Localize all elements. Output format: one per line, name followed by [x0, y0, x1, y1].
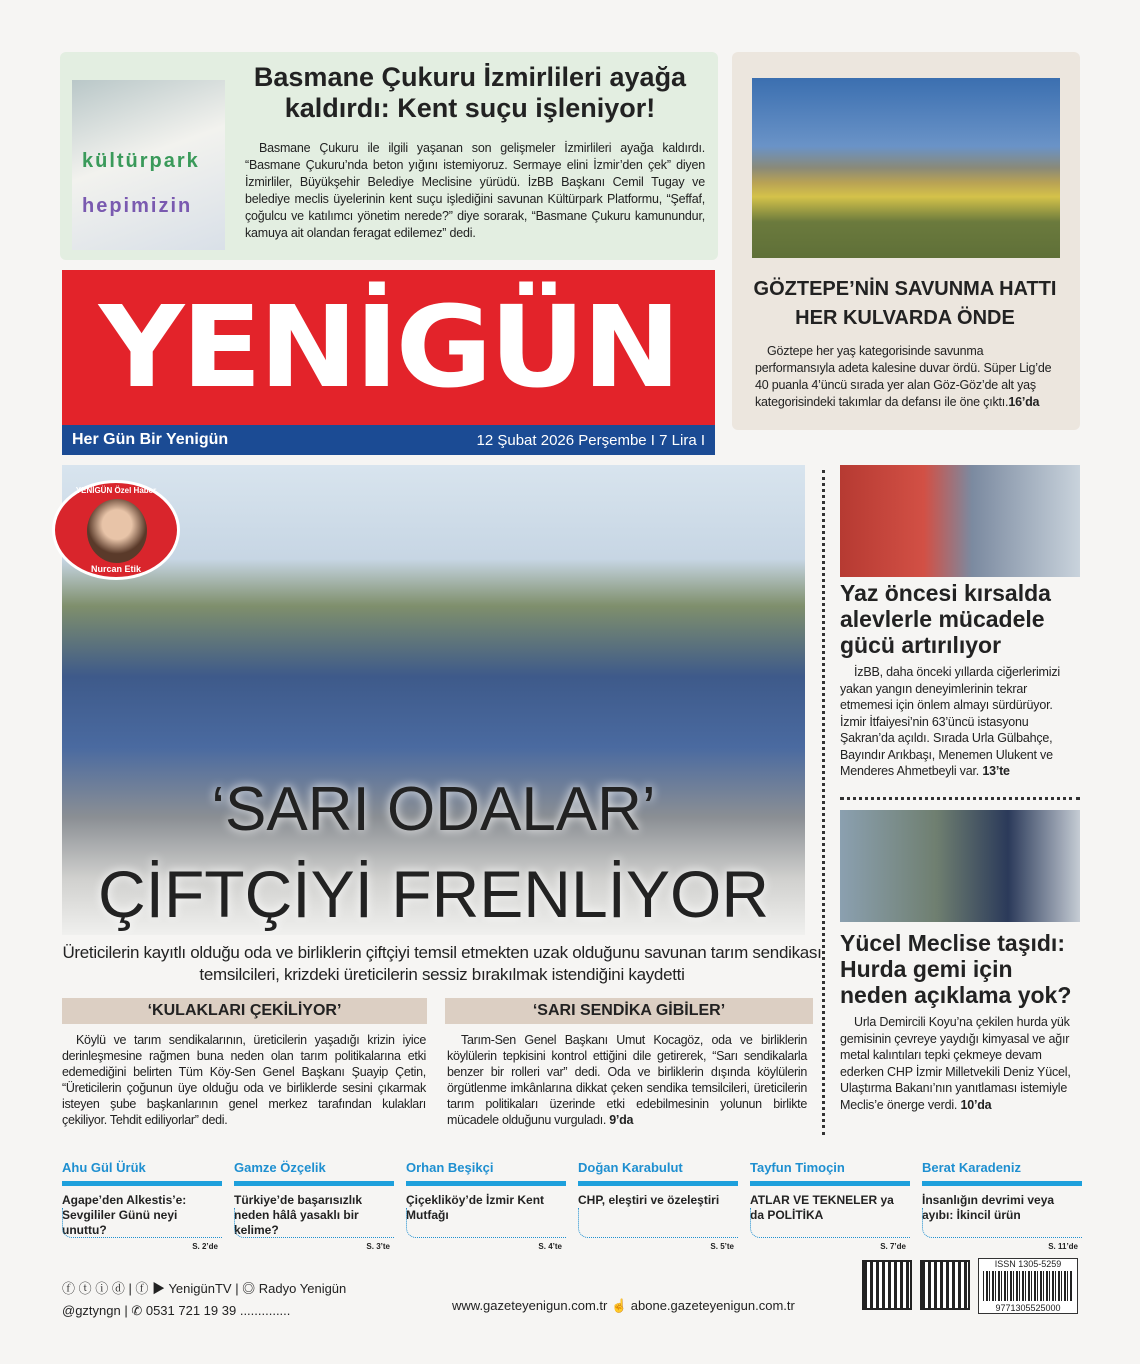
main-headline-1[interactable]: ‘SARI ODALAR’: [211, 775, 656, 844]
side2-body: [840, 1014, 1080, 1113]
columnist-name: Ahu Gül Ürük: [62, 1160, 146, 1175]
divider: [840, 797, 1080, 800]
divider: [578, 1181, 738, 1186]
columnist[interactable]: [578, 1160, 738, 1256]
divider: [922, 1181, 1082, 1186]
page-ref: S. 4’te: [538, 1242, 562, 1251]
masthead-strip: [62, 425, 715, 455]
exclusive-badge: [52, 480, 180, 580]
divider: [406, 1208, 566, 1238]
banner-text: kültürpark: [82, 150, 200, 172]
page-ref: S. 7’de: [880, 1242, 906, 1251]
columnist-name: Gamze Özçelik: [234, 1160, 326, 1175]
column-title: Çiçekliköy’de İzmir Kent Mutfağı: [406, 1193, 545, 1222]
top-story-title[interactable]: Basmane Çukuru İzmirlileri ayağa kaldırdı: Kent suçu işleniyor!: [253, 62, 687, 123]
barcode-bars: [983, 1271, 1073, 1301]
page-ref: 16’da: [1008, 395, 1040, 409]
column-title: Agape’den Alkestis’e: Sevgililer Günü neyi unuttu?: [62, 1193, 187, 1237]
divider: [62, 1181, 222, 1186]
main-headline-2[interactable]: ÇİFTÇİYİ FRENLİYOR: [97, 857, 770, 931]
subscribe-link[interactable]: abone.gazeteyenigun.com.tr: [630, 1298, 795, 1313]
columnist-name: Doğan Karabulut: [578, 1160, 683, 1175]
side1-body: [840, 664, 1080, 780]
right-column: [447, 1032, 807, 1128]
columnist-name: Tayfun Timoçin: [750, 1160, 845, 1175]
qr-code[interactable]: [862, 1260, 912, 1310]
side1-text: İzBB, daha önceki yıllarda ciğerlerimizi yakan yangın deneyimlerinin tekrar etmemesi için önlem almayı sürdürüyor. İzmir İtfaiyesi’nin 63’üncü istasyonu Şakran’da açıldı. Sırada Urla Gülbahçe, Bayındır Arıkbaşı, Menemen Ulukent ve Menderes Ahmetbeyli var.: [840, 665, 1060, 778]
column-title: CHP, eleştiri ve özeleştiri: [578, 1193, 720, 1207]
divider: [922, 1208, 1082, 1238]
main-spot: Üreticilerin kayıtlı olduğu oda ve birliklerin çiftçiyi temsil etmekten uzak olduğunu savunan tarım sendikası temsilcileri, krizdeki üreticilerin sessiz bırakılmak istendiğini kaydetti: [62, 943, 822, 984]
page-ref: S. 11’de: [1048, 1242, 1078, 1251]
social-icons[interactable]: ⓕ ⓣ ⓘ ⓓ | ⓕ ▶: [62, 1281, 169, 1296]
section-right-title: ‘SARI SENDİKA GİBİLER’: [445, 998, 813, 1024]
columnist[interactable]: [62, 1160, 222, 1256]
columnist[interactable]: [922, 1160, 1082, 1256]
page-ref: S. 3’te: [366, 1242, 390, 1251]
author-photo: [87, 499, 147, 563]
radio-link[interactable]: Radyo Yenigün: [258, 1281, 347, 1296]
sports-body: [755, 343, 1060, 411]
divider: [62, 1208, 222, 1238]
columnist[interactable]: [234, 1160, 394, 1256]
divider: [750, 1208, 910, 1238]
columnist-name: Orhan Beşikçi: [406, 1160, 494, 1175]
badge-ring-text: YENİGÜN Özel Haber: [75, 486, 157, 495]
column-title: İnsanlığın devrimi veya ayıbı: İkincil ürün: [922, 1193, 1055, 1222]
sports-title[interactable]: GÖZTEPE’NİN SAVUNMA HATTI HER KULVARDA ÖNDE: [753, 278, 1057, 329]
section-left-title: ‘KULAKLARI ÇEKİLİYOR’: [62, 998, 427, 1024]
side1-title[interactable]: Yaz öncesi kırsalda alevlerle mücadele gücü artırılıyor: [840, 580, 1051, 658]
footer-social: ⓕ ⓣ ⓘ ⓓ | ⓕ ▶ YenigünTV | ◎ Radyo Yenigün @gztyngn | ✆ 0531 721 19 39 ..............: [62, 1281, 347, 1318]
sports-text: Göztepe her yaş kategorisinde savunma performansıyla adeta kalesine duvar ördü. Süper Lig’de 40 puanla 4’üncü sırada yer alan Göz-Göz’de alt yaş kategorisindeki takımlar da defansı ile öne çıktı.: [755, 344, 1052, 409]
divider: [406, 1181, 566, 1186]
slogan: Her Gün Bir Yenigün: [72, 431, 229, 448]
social-handle[interactable]: @gztyngn: [62, 1303, 121, 1318]
page-ref: 9’da: [609, 1113, 634, 1127]
issn: ISSN 1305-5259: [994, 1259, 1062, 1269]
page-ref: S. 2’de: [192, 1242, 218, 1251]
columnist-name: Berat Karadeniz: [922, 1160, 1021, 1175]
divider: [234, 1181, 394, 1186]
team-photo: [752, 78, 1060, 258]
column-title: ATLAR VE TEKNELER ya da POLİTİKA: [750, 1193, 894, 1222]
divider: [750, 1181, 910, 1186]
side2-title[interactable]: Yücel Meclise taşıdı: Hurda gemi için neden açıklama yok?: [840, 930, 1072, 1008]
right-column-text: Tarım-Sen Genel Başkanı Umut Kocagöz, oda ve birliklerin köylülerin tepkisini kontrol ettiğini dile getirerek, “Sarı sendikalarla benzer bir rolleri var” dedi. Oda ve birliklerin dışında köylülerin örgütlenme imkânlarına dikkat çeken sendika temsilcileri, üreticilerin tarım politikaları üzerinde etki edebilmesinin yolunun birlikte mücadele olduğunu vurguladı.: [447, 1033, 807, 1127]
page-ref: S. 5’te: [710, 1242, 734, 1251]
top-story-photo: [72, 80, 225, 250]
column-title: Türkiye’de başarısızlık neden hâlâ yasaklı bir kelime?: [234, 1193, 363, 1237]
divider: [822, 470, 825, 1135]
page-ref: 13’te: [982, 764, 1010, 778]
page-ref: 10’da: [960, 1097, 992, 1112]
qr-code[interactable]: [920, 1260, 970, 1310]
phone: 0531 721 19 39: [145, 1303, 237, 1318]
side2-text: Urla Demircili Koyu’na çekilen hurda yük gemisinin çevreye yaydığı kimyasal ve ağır metal kalıntıları tepki çekmeye devam ederken CHP İzmir Milletvekili Deniz Yücel, Ulaştırma Bakanı’nın yanıtlaması istemiyle Meclis’e önerge verdi.: [840, 1015, 1071, 1112]
website-link[interactable]: www.gazeteyenigun.com.tr: [452, 1298, 608, 1313]
tv-link[interactable]: YenigünTV: [168, 1281, 232, 1296]
banner-text: hepimizin: [82, 195, 193, 217]
left-column: Köylü ve tarım sendikalarının, üreticilerin yaşadığı krizin iyice derinleşmesine rağmen buna neden olan tarım politikalarına etki edemediğini belirten Tüm Köy-Sen Genel Başkanı Şuayip Çetin, “Üreticilerin çoğunun üye olduğu oda ve birliklerde sesini çıkarmak isteyen şube başkanlarının genel merkez tarafından kulakları çekiliyor. Tehdit ediliyorlar” dedi.: [62, 1033, 426, 1127]
shipwreck-photo: [840, 810, 1080, 922]
top-story-body: Basmane Çukuru ile ilgili yaşanan son gelişmeler İzmirlileri ayağa kaldırdı. “Basmane Çukuru’nda beton yığını istemiyoruz. Sermaye elini İzmir’den çek” diyen İzmirliler, Büyükşehir Belediye Meclisine yürüdü. İzBB Başkanı Cemil Tugay ve belediye meclis üyelerinin kent suçu işlediğini savunan Kültürpark Platformu, “Şeffaf, çoğulcu ve katılımcı yönetim nerede?” diye sorarak, “Basmane Çukuru kamunundur, kamuya ait olandan feragat edilemez” dedi.: [245, 141, 705, 240]
badge-author: Nurcan Etik: [90, 564, 141, 574]
divider: [234, 1208, 394, 1238]
columnist[interactable]: [406, 1160, 566, 1256]
columnists-row: [62, 1160, 1082, 1256]
fire-station-photo: [840, 465, 1080, 577]
barcode-number: 9771305525000: [995, 1303, 1061, 1313]
logo: YENİGÜN: [98, 281, 679, 413]
barcode: [978, 1258, 1078, 1314]
divider: [578, 1208, 738, 1238]
columnist[interactable]: [750, 1160, 910, 1256]
footer-links: www.gazeteyenigun.com.tr ☝ abone.gazeteyenigun.com.tr: [452, 1298, 795, 1313]
dateline: 12 Şubat 2026 Perşembe I 7 Lira I: [476, 431, 705, 449]
